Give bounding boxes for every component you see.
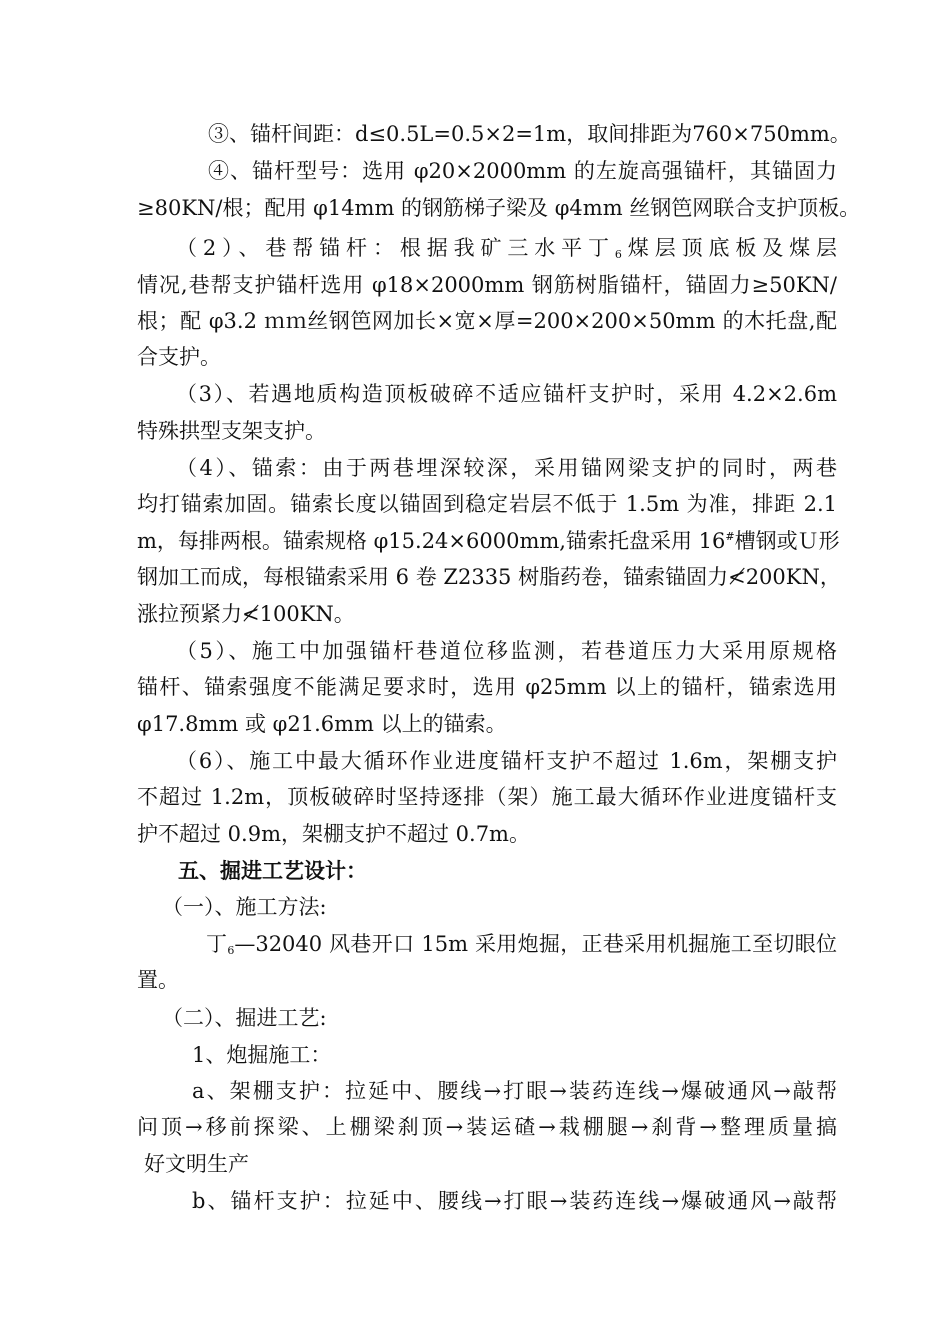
text-line: （6）、施工中最大循环作业进度锚杆支护不超过 1.6m，架棚支护 bbox=[176, 749, 837, 773]
text-line: 置。 bbox=[137, 968, 179, 992]
text-line: 根；配 φ3.2 ｍｍ丝钢笆网加长×宽×厚=200×200×50mm 的木托盘,配 bbox=[137, 309, 837, 333]
text-line: 丁$_6$—32040 风巷开口 15m 采用炮掘，正巷采用机掘施工至切眼位 bbox=[206, 932, 838, 957]
text-line: 合支护。 bbox=[137, 345, 221, 369]
text-line: 护不超过 0.9m，架棚支护不超过 0.7m。 bbox=[137, 822, 530, 846]
text-line: 好文明生产 bbox=[144, 1152, 249, 1176]
subscript: 6 bbox=[227, 944, 235, 957]
subscript: 6 bbox=[614, 248, 622, 261]
text-line: m，每排两根。锚索规格 φ15.24×6000mm,锚索托盘采用 16#槽钢或Ｕ形 bbox=[137, 529, 840, 553]
text-line: 锚杆、锚索强度不能满足要求时，选用 φ25mm 以上的锚杆，锚索选用 bbox=[137, 675, 837, 699]
superscript: # bbox=[725, 530, 735, 543]
text-line: （5）、施工中加强锚杆巷道位移监测，若巷道压力大采用原规格 bbox=[176, 639, 837, 663]
text-line: 不超过 1.2m，顶板破碎时坚持逐排（架）施工最大循环作业进度锚杆支 bbox=[137, 785, 837, 809]
text-line: 特殊拱型支架支护。 bbox=[137, 419, 326, 443]
text-line: （3）、若遇地质构造顶板破碎不适应锚杆支护时，采用 4.2×2.6m bbox=[176, 382, 837, 406]
text-line: φ17.8mm 或 φ21.6mm 以上的锚索。 bbox=[137, 712, 507, 736]
text-line: a、架棚支护：拉延中、腰线→打眼→装药连线→爆破通风→敲帮 bbox=[192, 1079, 837, 1103]
text-line: 问顶→移前探梁、上棚梁刹顶→装运碴→栽棚腿→刹背→整理质量搞 bbox=[137, 1115, 837, 1139]
text-line: 钢加工而成，每根锚索采用 6 卷 Z2335 树脂药卷，锚索锚固力≮200KN， bbox=[137, 565, 841, 589]
text-line: 涨拉预紧力≮100KN。 bbox=[137, 602, 355, 626]
text-line: 1、炮掘施工： bbox=[192, 1043, 332, 1067]
text-line: ③、锚杆间距：d≤0.5L=0.5×2=1m，取间排距为760×750mm。 bbox=[208, 122, 851, 146]
text-line: ④、锚杆型号：选用 φ20×2000mm 的左旋高强锚杆，其锚固力 bbox=[208, 159, 837, 183]
text-line: （4）、锚索：由于两巷埋深较深，采用锚网梁支护的同时，两巷 bbox=[176, 456, 837, 480]
subsection-heading: （二）、掘进工艺: bbox=[162, 1006, 327, 1030]
subsection-heading: （一）、施工方法: bbox=[162, 895, 327, 919]
section-heading: 五、掘进工艺设计： bbox=[178, 858, 367, 883]
text-line: 均打锚索加固。锚索长度以锚固到稳定岩层不低于 1.5m 为准，排距 2.1 bbox=[137, 492, 837, 516]
text-line: （2）、巷帮锚杆：根据我矿三水平丁$_6$煤层顶底板及煤层 bbox=[176, 236, 838, 261]
text-line: 情况,巷帮支护锚杆选用 φ18×2000mm 钢筋树脂锚杆，锚固力≥50KN/ bbox=[137, 273, 837, 297]
text-line: ≥80KN/根；配用 φ14mm 的钢筋梯子梁及 φ4mm 丝钢笆网联合支护顶板。 bbox=[137, 196, 861, 220]
text-line: b、锚杆支护：拉延中、腰线→打眼→装药连线→爆破通风→敲帮 bbox=[192, 1189, 837, 1213]
